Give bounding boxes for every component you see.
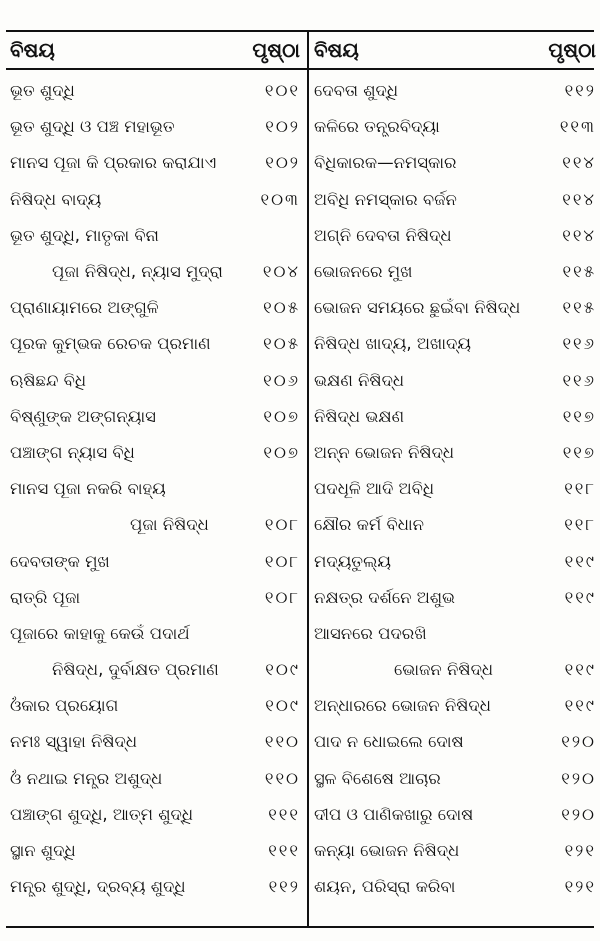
index-entry [10, 833, 300, 869]
entry-subject: ନିଷିଦ୍ଧ ଭକ୍ଷଣ [314, 406, 405, 426]
entry-subject: ଭକ୍ଷଣ ନିଷିଦ୍ଧ [314, 370, 405, 390]
entry-subject: ଦୀପ ଓ ପାଣିକଖାରୁ ଦୋଷ [314, 804, 474, 824]
right-header [314, 32, 596, 68]
index-entry [10, 290, 300, 326]
index-entry [314, 580, 596, 616]
entry-page: ୧୦୨ [265, 117, 300, 137]
index-entry [314, 724, 596, 760]
entry-subject: ସ୍ଥାନ ଶୁଦ୍ଧି [10, 841, 76, 861]
entry-page: ୧୧୨ [564, 81, 596, 101]
column-divider [307, 30, 309, 928]
index-entry [10, 688, 300, 724]
entry-subject: ପୂରକ କୁମ୍ଭକ ରେଚକ ପ୍ରମାଣ [10, 334, 211, 354]
entry-subject: ଓଁକାର ପ୍ରୟୋଗ [10, 696, 119, 716]
entry-page: ୧୧୬ [562, 370, 596, 390]
entry-page: ୧୦୯ [265, 696, 300, 716]
entry-page: ୧୨୧ [564, 841, 596, 861]
entry-subject: ନିଷିଦ୍ଧ, ଦୁର୍ବାକ୍ଷତ ପ୍ରମାଣ [52, 660, 219, 680]
entry-page: ୧୦୬ [263, 370, 300, 390]
entry-page: ୧୦୩ [260, 189, 300, 209]
entry-subject: ଭୂତ ଶୁଦ୍ଧି [10, 81, 75, 101]
entry-page: ୧୧୬ [562, 334, 596, 354]
index-entry [10, 326, 300, 362]
entry-subject: ନକ୍ଷତ୍ର ଦର୍ଶନେ ଅଶୁଭ [314, 587, 456, 607]
entry-subject: ବିଷ୍ଣୁଙ୍କ ଅଙ୍ଗନ୍ୟାସ [10, 406, 156, 426]
index-entry [314, 290, 596, 326]
index-entry [10, 218, 300, 254]
index-entry [314, 254, 596, 290]
entry-page: ୧୧୦ [264, 768, 300, 788]
index-entry [10, 435, 300, 471]
right-column [314, 32, 596, 905]
index-entry [10, 797, 300, 833]
subject-heading: ବିଷୟ [10, 38, 55, 62]
entry-subject: ମଦ୍ୟତୁଲ୍ୟ [314, 551, 392, 571]
entry-subject: କଳିରେ ତନ୍ତ୍ରବିଦ୍ୟା [314, 117, 440, 137]
entry-page: ୧୧୮ [564, 479, 596, 499]
entry-subject: କନ୍ୟା ଭୋଜନ ନିଷିଦ୍ଧ [314, 841, 460, 861]
entry-page: ୧୧୫ [562, 262, 596, 282]
entry-subject: ଓଁ ନଥାଇ ମନ୍ତ୍ର ଅଶୁଦ୍ଧ [10, 768, 163, 788]
entry-page: ୧୦୭ [263, 406, 300, 426]
entry-subject: ପୂଜାରେ କାହାକୁ କେଉଁ ପଦାର୍ଥ [10, 623, 190, 643]
entry-page: ୧୦୧ [264, 81, 300, 101]
index-entry [10, 507, 300, 543]
entry-page: ୧୨୦ [561, 804, 596, 824]
page-heading: ପୃଷ୍ଠା [252, 38, 300, 62]
index-entry [10, 869, 300, 905]
entry-subject: ଅନ୍ନ ଭୋଜନ ନିଷିଦ୍ଧ [314, 442, 455, 462]
index-entry [314, 109, 596, 145]
entry-page: ୧୧୭ [562, 406, 596, 426]
right-entries [314, 73, 596, 905]
entry-page: ୧୦୭ [263, 442, 300, 462]
entry-subject: ଅନ୍ଧାରରେ ଭୋଜନ ନିଷିଦ୍ଧ [314, 696, 491, 716]
index-entry [10, 761, 300, 797]
entry-page: ୧୧୪ [562, 189, 596, 209]
index-entry [314, 435, 596, 471]
entry-page: ୧୨୦ [561, 768, 596, 788]
index-entry [10, 182, 300, 218]
index-entry [314, 73, 596, 109]
entry-page: ୧୧୧ [268, 804, 300, 824]
entry-page: ୧୦୯ [265, 660, 300, 680]
entry-page: ୧୧୫ [562, 298, 596, 318]
entry-subject: ପୂଜା ନିଷିଦ୍ଧ, ନ୍ୟାସ ମୁଦ୍ରା [52, 262, 223, 282]
entry-subject: ନିଷିଦ୍ଧ ଖାଦ୍ୟ, ଅଖାଦ୍ୟ [314, 334, 471, 354]
entry-subject: ମନ୍ତ୍ର ଶୁଦ୍ଧି, ଦ୍ରବ୍ୟ ଶୁଦ୍ଧି [10, 877, 186, 897]
entry-page: ୧୧୮ [564, 515, 596, 535]
entry-subject: ସ୍ଥଳ ବିଶେଷେ ଆଚାର [314, 768, 441, 788]
entry-page: ୧୦୮ [264, 587, 300, 607]
entry-subject: ଭୋଜନ ନିଷିଦ୍ଧ [394, 660, 494, 680]
index-entry [10, 363, 300, 399]
index-entry [314, 652, 596, 688]
index-entry [314, 182, 596, 218]
entry-page: ୧୧୯ [564, 696, 596, 716]
entry-page: ୧୧୦ [264, 732, 300, 752]
entry-subject: ମାନସ ପୂଜା କି ପ୍ରକାର କରାଯାଏ [10, 153, 217, 173]
index-entry [314, 797, 596, 833]
bottom-rule [6, 926, 594, 928]
index-entry [10, 724, 300, 760]
index-entry [314, 543, 596, 579]
entry-subject: ଅଗ୍ନି ଦେବତା ନିଷିଦ୍ଧ [314, 225, 452, 245]
left-header [10, 32, 300, 68]
entry-subject: ପଞ୍ଚାଙ୍ଗ ନ୍ୟାସ ବିଧି [10, 442, 135, 462]
entry-subject: ପାଦ ନ ଧୋଇଲେ ଦୋଷ [314, 732, 464, 752]
index-entry [314, 688, 596, 724]
index-entry [10, 543, 300, 579]
entry-subject: ଭୂତ ଶୁଦ୍ଧି ଓ ପଞ୍ଚ ମହାଭୂତ [10, 117, 175, 137]
page-heading: ପୃଷ୍ଠା [548, 38, 596, 62]
index-entry [10, 73, 300, 109]
entry-page: ୧୧୭ [562, 442, 596, 462]
index-entry [314, 869, 596, 905]
entry-subject: ଅବିଧି ନମସ୍କାର ବର୍ଜନ [314, 189, 457, 209]
index-entry [314, 833, 596, 869]
entry-page: ୧୧୯ [564, 587, 596, 607]
entry-subject: ଶୟନ, ପରିସ୍ରା କରିବା [314, 877, 456, 897]
entry-page: ୧୨୧ [564, 877, 596, 897]
entry-page: ୧୧୨ [268, 877, 300, 897]
index-entry [314, 218, 596, 254]
entry-subject: ମାନସ ପୂଜା ନକରି ବାହ୍ୟ [10, 479, 166, 499]
entry-subject: ଦେବତାଙ୍କ ମୁଖ [10, 551, 110, 571]
index-entry [10, 616, 300, 652]
entry-page: ୧୧୯ [564, 551, 596, 571]
entry-subject: ନିଷିଦ୍ଧ ବାଦ୍ୟ [10, 189, 102, 209]
subject-heading: ବିଷୟ [314, 38, 359, 62]
entry-subject: ଆସନରେ ପଦରଖି [314, 623, 427, 643]
entry-page: ୧୧୯ [564, 660, 596, 680]
index-entry [314, 616, 596, 652]
index-entry [314, 399, 596, 435]
entry-subject: ପ୍ରାଣାୟାମରେ ଅଙ୍ଗୁଳି [10, 298, 159, 318]
entry-page: ୧୦୨ [265, 153, 300, 173]
index-entry [10, 580, 300, 616]
entry-subject: ରାତ୍ରି ପୂଜା [10, 587, 81, 607]
index-entry [10, 652, 300, 688]
entry-subject: କ୍ଷୌର କର୍ମ ବିଧାନ [314, 515, 425, 535]
entry-page: ୧୨୦ [561, 732, 596, 752]
index-entry [314, 326, 596, 362]
entry-subject: ଭୂତ ଶୁଦ୍ଧି, ମାତୃକା ବିନା [10, 225, 159, 245]
entry-subject: ଦେବତା ଶୁଦ୍ଧି [314, 81, 399, 101]
entry-subject: ଋଷିଛନ୍ଦ ବିଧି [10, 370, 87, 390]
entry-page: ୧୧୪ [562, 153, 596, 173]
entry-subject: ପୂଜା ନିଷିଦ୍ଧ [130, 515, 209, 535]
entry-subject: ନମଃ ସ୍ୱାହା ନିଷିଦ୍ଧ [10, 732, 138, 752]
index-entry [314, 145, 596, 181]
entry-page: ୧୦୪ [262, 262, 300, 282]
entry-subject: ବିଧିକାରକ—ନମସ୍କାର [314, 153, 457, 173]
index-entry [314, 761, 596, 797]
entry-subject: ପଞ୍ଚାଙ୍ଗ ଶୁଦ୍ଧି, ଆତ୍ମ ଶୁଦ୍ଧି [10, 804, 194, 824]
entry-page: ୧୧୧ [268, 841, 300, 861]
index-entry [10, 399, 300, 435]
entry-page: ୧୧୪ [562, 225, 596, 245]
entry-subject: ଭୋଜନ ସମୟରେ ଛୁଇଁବା ନିଷିଦ୍ଧ [314, 298, 521, 318]
entry-page: ୧୦୫ [263, 298, 300, 318]
left-column [10, 32, 300, 905]
index-entry [10, 254, 300, 290]
index-entry [314, 507, 596, 543]
index-entry [314, 363, 596, 399]
entry-page: ୧୧୩ [559, 117, 596, 137]
entry-subject: ପଦଧୂଳି ଆଦି ଅବିଧି [314, 479, 435, 499]
entry-page: ୧୦୫ [263, 334, 300, 354]
index-entry [10, 145, 300, 181]
index-entry [314, 471, 596, 507]
index-entry [10, 109, 300, 145]
entry-subject: ଭୋଜନରେ ମୁଖ [314, 262, 413, 282]
entry-page: ୧୦୮ [264, 551, 300, 571]
left-entries [10, 73, 300, 905]
index-entry [10, 471, 300, 507]
entry-page: ୧୦୮ [264, 515, 300, 535]
